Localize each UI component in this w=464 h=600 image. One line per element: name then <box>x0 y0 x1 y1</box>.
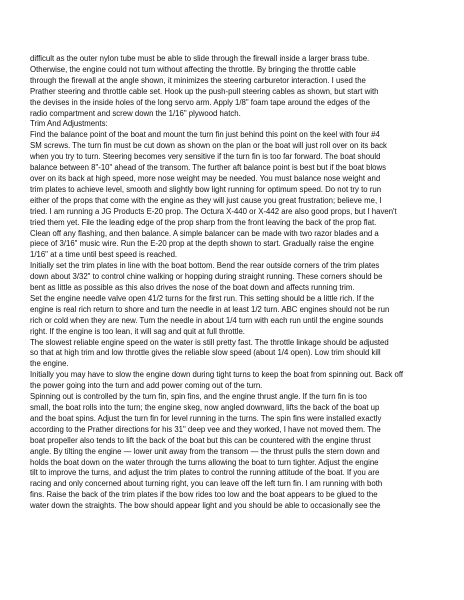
text-line: difficult as the outer nylon tube must be able to slide through the firewall inside a larger brass tube. <box>30 54 370 63</box>
text-line: so that at high trim and low throttle gives the reliable slow speed (about 1/4 open). Low trim should kill <box>30 348 381 358</box>
text-line: trim plates to achieve level, smooth and slightly bow light running for optimum speed. Do not try to run <box>30 184 382 194</box>
text-line: over on its back at high speed, more nose weight may be needed. You must balance nose weight and <box>30 173 381 183</box>
text-line: Find the balance point of the boat and mount the turn fin just behind this point on the keel with four #4 <box>30 130 380 140</box>
text-line: Prather steering and throttle cable set. Hook up the push-pull steering cables as shown, but start with <box>30 86 379 96</box>
text-line: SM screws. The turn fin must be cut down as shown on the plan or the boat will just roll over on its back <box>30 141 387 151</box>
text-line: either of the props that come with the engine as they will just cause you great frustration; believe me, I <box>30 195 382 205</box>
text-line: 1/16" at a time until best speed is reached. <box>30 250 178 260</box>
text-line: Otherwise, the engine could not turn without affecting the throttle. By bringing the throttle cable <box>30 64 356 74</box>
text-line: bent as little as possible as this also drives the nose of the boat down and affects running trim. <box>30 283 355 293</box>
text-line: tilt to improve the turns, and adjust the trim plates to control the running attitude of the boat. If you are <box>30 468 380 478</box>
text-line: the engine. <box>30 359 69 369</box>
text-line: engine is real rich return to shore and turn the needle in at least 1/2 turn. ABC engines should not be run <box>30 304 390 314</box>
text-line: and the boat spins. Adjust the turn fin for level running in the turns. The spin fins were installed exactly <box>30 413 382 423</box>
document-body <box>30 54 438 512</box>
text-line: angle. By tilting the engine — lower unit away from the transom — the thrust pulls the stern down and <box>30 446 380 456</box>
text-line: tried. I am running a JG Products E-20 prop. The Octura X-440 or X-442 are also good props, but I haven't <box>30 206 397 216</box>
text-line: racing and only concerned about turning right, you can leave off the left turn fin. I am running with both <box>30 479 383 489</box>
text-line: Initially set the trim plates in line with the boat bottom. Bend the rear outside corners of the trim plates <box>30 261 380 271</box>
text-line: small, the boat rolls into the turn; the engine skeg, now angled downward, lifts the back of the boat up <box>30 403 380 412</box>
text-line: down about 3/32" to control chine walking or hopping during straight running. These corners should be <box>30 272 383 282</box>
text-line: when you try to turn. Steering becomes very sensitive if the turn fin is too far forward. The boat should <box>30 152 381 162</box>
text-line: Spinning out is controlled by the turn fin, spin fins, and the engine thrust angle. If the turn fin is too <box>30 392 367 402</box>
text-line: water down the straights. The bow should appear light and you should be able to occasionally see the <box>30 501 381 511</box>
text-line: holds the boat down on the water through the turns allowing the boat to turn tighter. Adjust the engine <box>30 457 379 467</box>
text-line: rich or cold when they are new. Turn the needle in about 1/4 turn with each run until the engine sounds <box>30 315 384 325</box>
text-line: through the firewall at the angle shown, it minimizes the steering carburetor interaction. I used the <box>30 75 366 85</box>
text-line: the devises in the inside holes of the long servo arm. Apply 1/8" foam tape around the edges of the <box>30 97 370 107</box>
text-line: right. If the engine is too lean, it will sag and quit at full throttle. <box>30 326 245 336</box>
text-line: boat propeller also tends to lift the back of the boat but this can be countered with the engine thrust <box>30 435 371 445</box>
text-line: Trim And Adjustments: <box>30 119 108 129</box>
text-line: Initially you may have to slow the engine down during tight turns to keep the boat from spinning out. Back off <box>30 370 404 380</box>
text-line: Clean off any flashing, and then balance. A simple balancer can be made with two razor blades and a <box>30 228 379 238</box>
text-line: piece of 3/16" music wire. Run the E-20 prop at the depth shown to start. Gradually raise the engine <box>30 239 374 249</box>
text-line: The slowest reliable engine speed on the water is still pretty fast. The throttle linkage should be adjusted <box>30 337 389 347</box>
text-line: the power going into the turn and add power coming out of the turn. <box>30 381 263 391</box>
text-line: tried them yet. File the leading edge of the prop sharp from the front leaving the back of the prop flat. <box>30 217 377 227</box>
text-line: radio compartment and screw down the 1/16" plywood hatch. <box>30 108 241 118</box>
text-line: balance between 8"-10" ahead of the transom. The further aft balance point is best but if the boat blows <box>30 163 387 173</box>
text-line: according to the Prather directions for his 31" deep vee and they worked, I have not moved them. The <box>30 424 381 434</box>
text-line: Set the engine needle valve open 41/2 turns for the first run. This setting should be a little rich. If the <box>30 293 374 303</box>
text-line: fins. Raise the back of the trim plates if the bow rides too low and the boat appears to be glued to the <box>30 490 378 500</box>
